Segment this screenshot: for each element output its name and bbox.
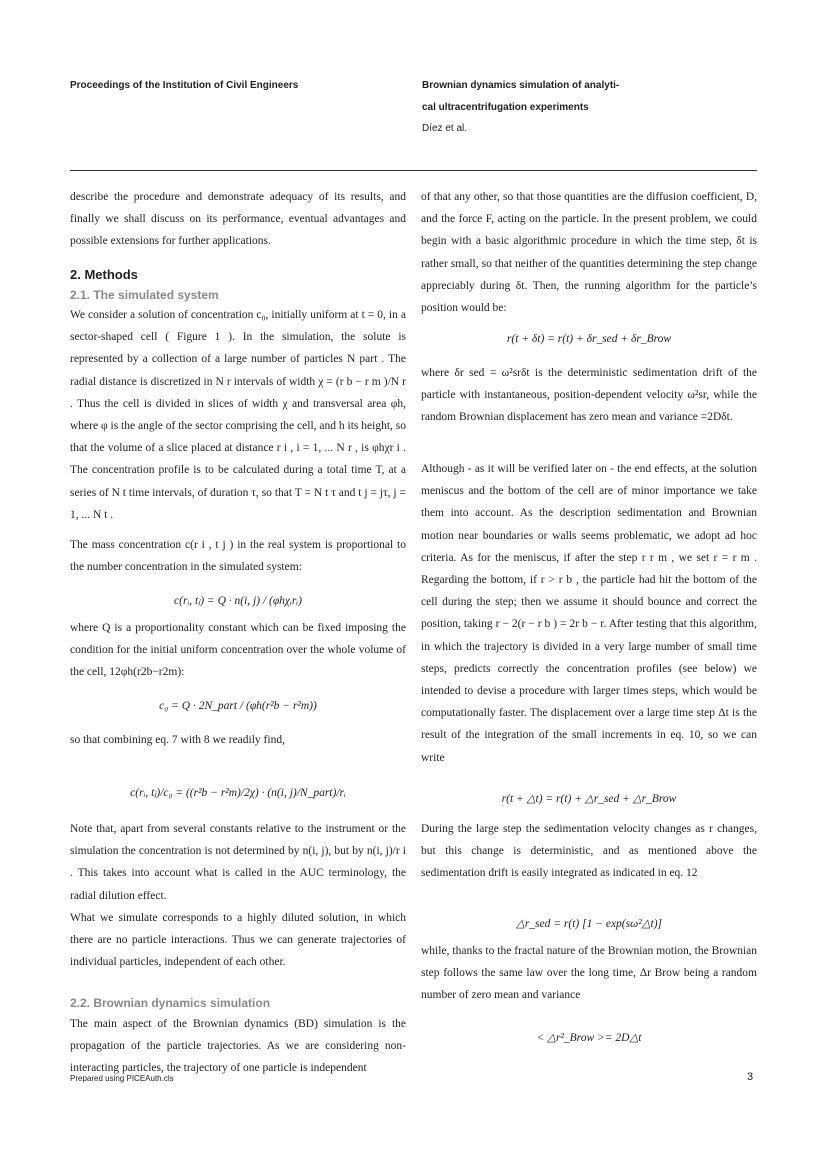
paragraph: describe the procedure and demonstrate adequacy of its results, and finally we shall discuss on its performance, eventual advantages and possible extensions for further applications. [70,191,406,248]
paragraph: Although - as it will be verified later on - the end effects, at the solution meniscus and the bottom of the cell are of minor importance we take them into account. As the description sedimentation and Brownian motion near boundaries or walls seems problematic, we adopt ad hoc criteria. As for the meniscus, if after the step r r m , we set r = r m . Regarding the bottom, if r > r b , the particle had hit the bottom of the cell during the step; then we assume it should bounce and correct the position, taking r − 2(r − r b ) = 2r b − r. After testing that this algorithm, in which the trajectory is divided in a very large number of small time steps, predicts correctly the concentration profiles (see below) we intended to devise a procedure with larger times steps, which would be computationally faster. The displacement over a large time step Δt is the result of the integration of the small increments in eq. 10, so we can write [421,463,757,764]
equation-12: △r_sed = r(t) [1 − exp(sω²△t)] [515,918,663,930]
section-heading: 2. Methods [70,267,138,282]
equation-13: < △r²_Brow >= 2D△t [536,1032,642,1044]
title-line-1: Brownian dynamics simulation of analyti- [422,80,620,91]
paragraph: so that combining eq. 7 with 8 we readily find, [70,734,285,746]
paragraph: The main aspect of the Brownian dynamics (BD) simulation is the propagation of the particle trajectories. As we are considering non-interacting particles, the trajectory of one particle is independent [70,1018,406,1075]
subsection-heading: 2.1. The simulated system [70,288,219,302]
paragraph: The mass concentration c(r i , t j ) in the real system is proportional to the number concentration in the simulated system: [70,539,406,574]
paper-title [422,75,619,140]
equation-8: c₀ = Q · 2N_part / (φh(r²b − r²m)) [159,700,317,712]
prepared-using: Prepared using PICEAuth.cls [70,1074,174,1083]
equation-11: r(t + △t) = r(t) + △r_sed + △r_Brow [501,793,677,805]
equation-7: c(rᵢ, tⱼ) = Q · n(i, j) / (φhχᵢrᵢ) [174,595,302,607]
journal-name: Proceedings of the Institution of Civil Engineers [70,80,299,91]
authors: Díez et al. [422,123,468,134]
paragraph: During the large step the sedimentation velocity changes as r changes, but this change is deterministic, and as mentioned above the sedimentation drift is easily integrated as indicated in eq. 12 [421,823,757,880]
title-line-2: cal ultracentrifugation experiments [422,101,589,113]
header-rule [70,170,757,171]
paragraph: We consider a solution of concentration c₀, initially uniform at t = 0, in a sector-shaped cell ( Figure 1 ). In the simulation, the solute is represented by a collection of a large number of particles N part . The radial distance is discretized in N r intervals of width χ = (r b − r m )/N r . Thus the cell is divided in slices of width χ and transversal area φh, where φ is the angle of the sector comprising the cell, and h its height, so that the volume of a slice placed at distance r i , i = 1, ... N r , is φhχr i . The concentration profile is to be calculated during a total time T, at a series of N t time intervals, of duration τ, so that T = N t τ and t j = jτ, j = 1, ... N t . [70,309,406,521]
paragraph: where Q is a proportionality constant which can be fixed imposing the condition for the initial uniform concentration over the whole volume of the cell, 12φh(r2b−r2m): [70,622,406,679]
paragraph: of that any other, so that those quantities are the diffusion coefficient, D, and the force F, acting on the particle. In the present problem, we could begin with a basic algorithmic procedure in which the time step, δt is rather small, so that neither of the quantities determining the step change appreciably during δt. Then, the running algorithm for the particle’s position would be: [421,191,757,315]
paragraph: Note that, apart from several constants relative to the instrument or the simulation the concentration is not determined by n(i, j), but by n(i, j)/r i . This takes into account what is called in the AUC terminology, the radial dilution effect. [70,823,406,902]
page-number: 3 [747,1071,754,1083]
equation-9: c(rᵢ, tⱼ)/c₀ = ((r²b − r²m)/2χ) · (n(i, j)/N_part)/rᵢ [130,787,346,799]
subsection-heading: 2.2. Brownian dynamics simulation [70,996,271,1010]
paragraph: What we simulate corresponds to a highly diluted solution, in which there are no particle interactions. Thus we can generate trajectories of individual particles, independent of each other. [70,912,406,969]
paragraph: while, thanks to the fractal nature of the Brownian motion, the Brownian step follows the same law over the long time, Δr Brow being a random number of zero mean and variance [421,945,757,1002]
equation-10: r(t + δt) = r(t) + δr_sed + δr_Brow [506,333,672,345]
paragraph: where δr sed = ω²srδt is the deterministic sedimentation drift of the particle with instantaneous, position-dependent velocity ω²sr, while the random Brownian displacement has zero mean and variance =2Dδt. [421,367,757,424]
